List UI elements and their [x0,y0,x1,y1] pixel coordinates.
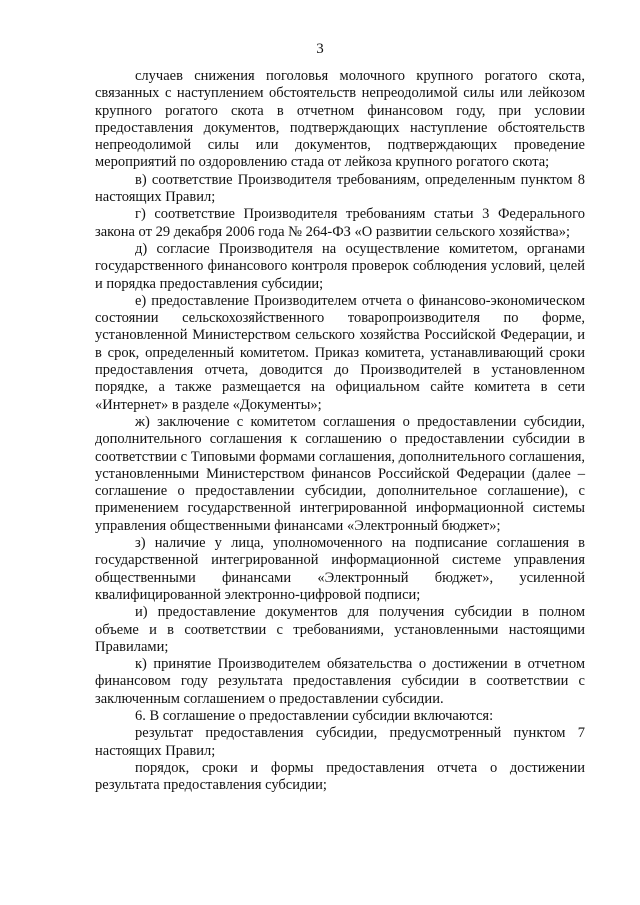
page-number: 3 [316,41,324,57]
paragraph-item-i: и) предоставление документов для получения субсидии в полном объеме и в соответствии с требованиями, установленными настоящими Правилами; [95,604,585,655]
paragraph-continuation: случаев снижения поголовья молочного крупного рогатого скота, связанных с наступлением обстоятельств непреодолимой силы или лейкозом крупного рогатого скота в отчетном финансовом году, при условии предоставления документов, подтверждающих наступление обстоятельств непреодолимой силы или документов, подтверждающих проведение мероприятий по оздоровлению стада от лейкоза крупного рогатого скота; [95,68,585,171]
paragraph-item-g: г) соответствие Производителя требованиям статьи 3 Федерального закона от 29 декабря 2006 года № 264-ФЗ «О развитии сельского хозяйства»; [95,206,585,240]
paragraph-item-k: к) принятие Производителем обязательства о достижении в отчетном финансовом году результата предоставления субсидии в соответствии с заключенным соглашением о предоставлении субсидии. [95,656,585,707]
document-body [95,68,585,794]
paragraph-item-e: е) предоставление Производителем отчета о финансово-экономическом состоянии сельскохозяйственного товаропроизводителя по форме, установленной Министерством сельского хозяйства Российской Федерации, и в срок, определенный комитетом. Приказ комитета, устанавливающий сроки предоставления отчета, доводится до Производителей в установленном порядке, а также размещается на официальном сайте комитета в сети «Интернет» в разделе «Документы»; [95,292,585,413]
paragraph-item-zh: ж) заключение с комитетом соглашения о предоставлении субсидии, дополнительного соглашения к соглашению о предоставлении субсидии в соответствии с Типовыми формами соглашения, дополнительного соглашения, установленными Министерством финансов Российской Федерации (далее – соглашение о предоставлении субсидии, дополнительное соглашение), с применением государственной интегрированной информационной системы управления общественными финансами «Электронный бюджет»; [95,413,585,534]
paragraph-item-v: в) соответствие Производителя требованиям, определенным пунктом 8 настоящих Правил; [95,171,585,206]
paragraph-item-d: д) согласие Производителя на осуществление комитетом, органами государственного финансового контроля проверок соблюдения условий, целей и порядка предоставления субсидии; [95,240,585,292]
paragraph-item-z: з) наличие у лица, уполномоченного на подписание соглашения в государственной интегрированной информационной системе управления общественными финансами «Электронный бюджет», усиленной квалифицированной электронно-цифровой подписи; [95,535,585,603]
paragraph-result: результат предоставления субсидии, предусмотренный пунктом 7 настоящих Правил; [95,725,585,759]
paragraph-report-order: порядок, сроки и формы предоставления отчета о достижении результата предоставления субсидии; [95,759,585,794]
paragraph-section-6: 6. В соглашение о предоставлении субсидии включаются: [135,707,494,724]
